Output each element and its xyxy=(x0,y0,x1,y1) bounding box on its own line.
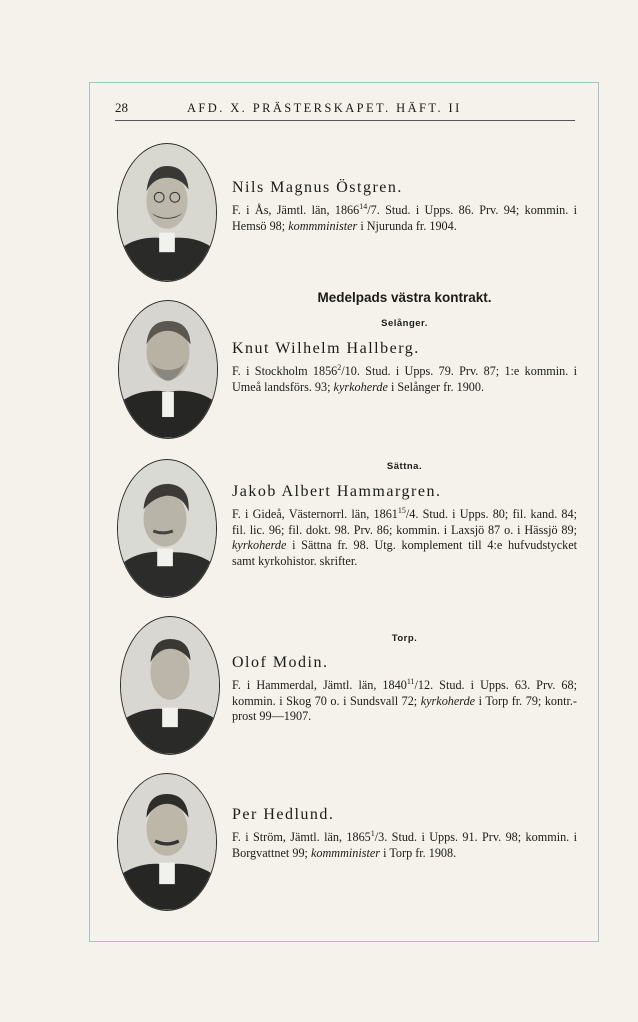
entry-name: Olof Modin. xyxy=(232,654,329,671)
entry-hedlund xyxy=(232,806,577,861)
bio-text: F. i Gideå, Västernorrl. län, 1861 xyxy=(232,507,398,522)
parish-heading-torp: Torp. xyxy=(391,633,418,644)
entry-ostgren xyxy=(232,179,577,234)
bio-italic-term: kommminister xyxy=(311,845,381,860)
bio-italic-term: kyrkoherde xyxy=(420,693,476,708)
bio-text: i Torp fr. 1908. xyxy=(380,845,457,860)
entry-bio xyxy=(232,199,577,234)
bio-text: i Selånger fr. 1900. xyxy=(387,379,485,394)
entry-modin xyxy=(232,654,577,725)
bio-superscript: 14 xyxy=(359,202,368,211)
entry-bio xyxy=(232,503,577,569)
bio-text: /12. Stud. i Upps. 63. Prv. 68; kommin. i Skog 70 o. i Sundsvall 72; xyxy=(232,678,577,708)
bio-italic-term: kyrkoherde xyxy=(333,379,388,394)
entry-bio xyxy=(232,360,577,395)
portrait-hedlund xyxy=(117,773,217,911)
bio-text: i Njurunda fr. 1904. xyxy=(357,218,457,233)
bio-text: /10. Stud. i Upps. 79. Prv. 87; 1:e kommin. i Umeå landsförs. 93; xyxy=(232,364,577,394)
entry-name: Per Hedlund. xyxy=(232,806,335,823)
bio-text: F. i Ås, Jämtl. län, 1866 xyxy=(232,203,360,218)
bio-text: F. i Hammerdal, Jämtl. län, 1840 xyxy=(232,678,407,693)
bio-text: /4. Stud. i Upps. 80; fil. kand. 84; fil. lic. 96; fil. dokt. 98. Prv. 86; kommin. i Laxsjö 87 o. i Hässjö 89; xyxy=(232,507,577,537)
entry-bio xyxy=(232,826,577,861)
entry-name: Nils Magnus Östgren. xyxy=(232,179,403,196)
bio-text: i Torp fr. 79; kontr.-prost 99—1907. xyxy=(232,693,577,724)
page-number: 28 xyxy=(115,100,128,115)
bio-text: /7. Stud. i Upps. 86. Prv. 94; kommin. i Hemsö 98; xyxy=(232,203,577,233)
bio-superscript: 11 xyxy=(406,677,415,686)
bio-italic-term: kyrkoherde xyxy=(232,538,287,553)
entry-name: Jakob Albert Hammargren. xyxy=(232,483,442,500)
section-title: Medelpads västra kontrakt. xyxy=(317,290,492,305)
bio-text: F. i Stockholm 1856 xyxy=(232,364,338,379)
bio-text: F. i Ström, Jämtl. län, 1865 xyxy=(232,830,371,845)
running-title: AFD. X. PRÄSTERSKAPET. HÄFT. II xyxy=(187,101,462,115)
parish-heading-sattna: Sättna. xyxy=(386,461,423,472)
bio-text: i Sättna fr. 98. Utg. komplement till 4:e hufvudstycket samt kyrkohistor. skrifter. xyxy=(232,538,577,568)
parish-heading-selanger: Selånger. xyxy=(381,318,428,329)
entry-bio xyxy=(232,674,577,725)
bio-superscript: 1 xyxy=(370,829,375,838)
portrait-hallberg xyxy=(118,300,218,439)
entry-name: Knut Wilhelm Hallberg. xyxy=(232,340,420,357)
portrait-ostgren xyxy=(117,143,217,282)
bio-text: /3. Stud. i Upps. 91. Prv. 98; kommin. i Borgvattnet 99; xyxy=(232,830,577,860)
bio-superscript: 15 xyxy=(397,506,406,515)
portrait-hammargren xyxy=(117,459,217,598)
page-header xyxy=(115,100,575,121)
bio-superscript: 2 xyxy=(337,363,342,372)
portrait-modin xyxy=(120,616,220,755)
bio-italic-term: kommminister xyxy=(288,218,358,233)
entry-hallberg xyxy=(232,340,577,395)
entry-hammargren xyxy=(232,483,577,569)
